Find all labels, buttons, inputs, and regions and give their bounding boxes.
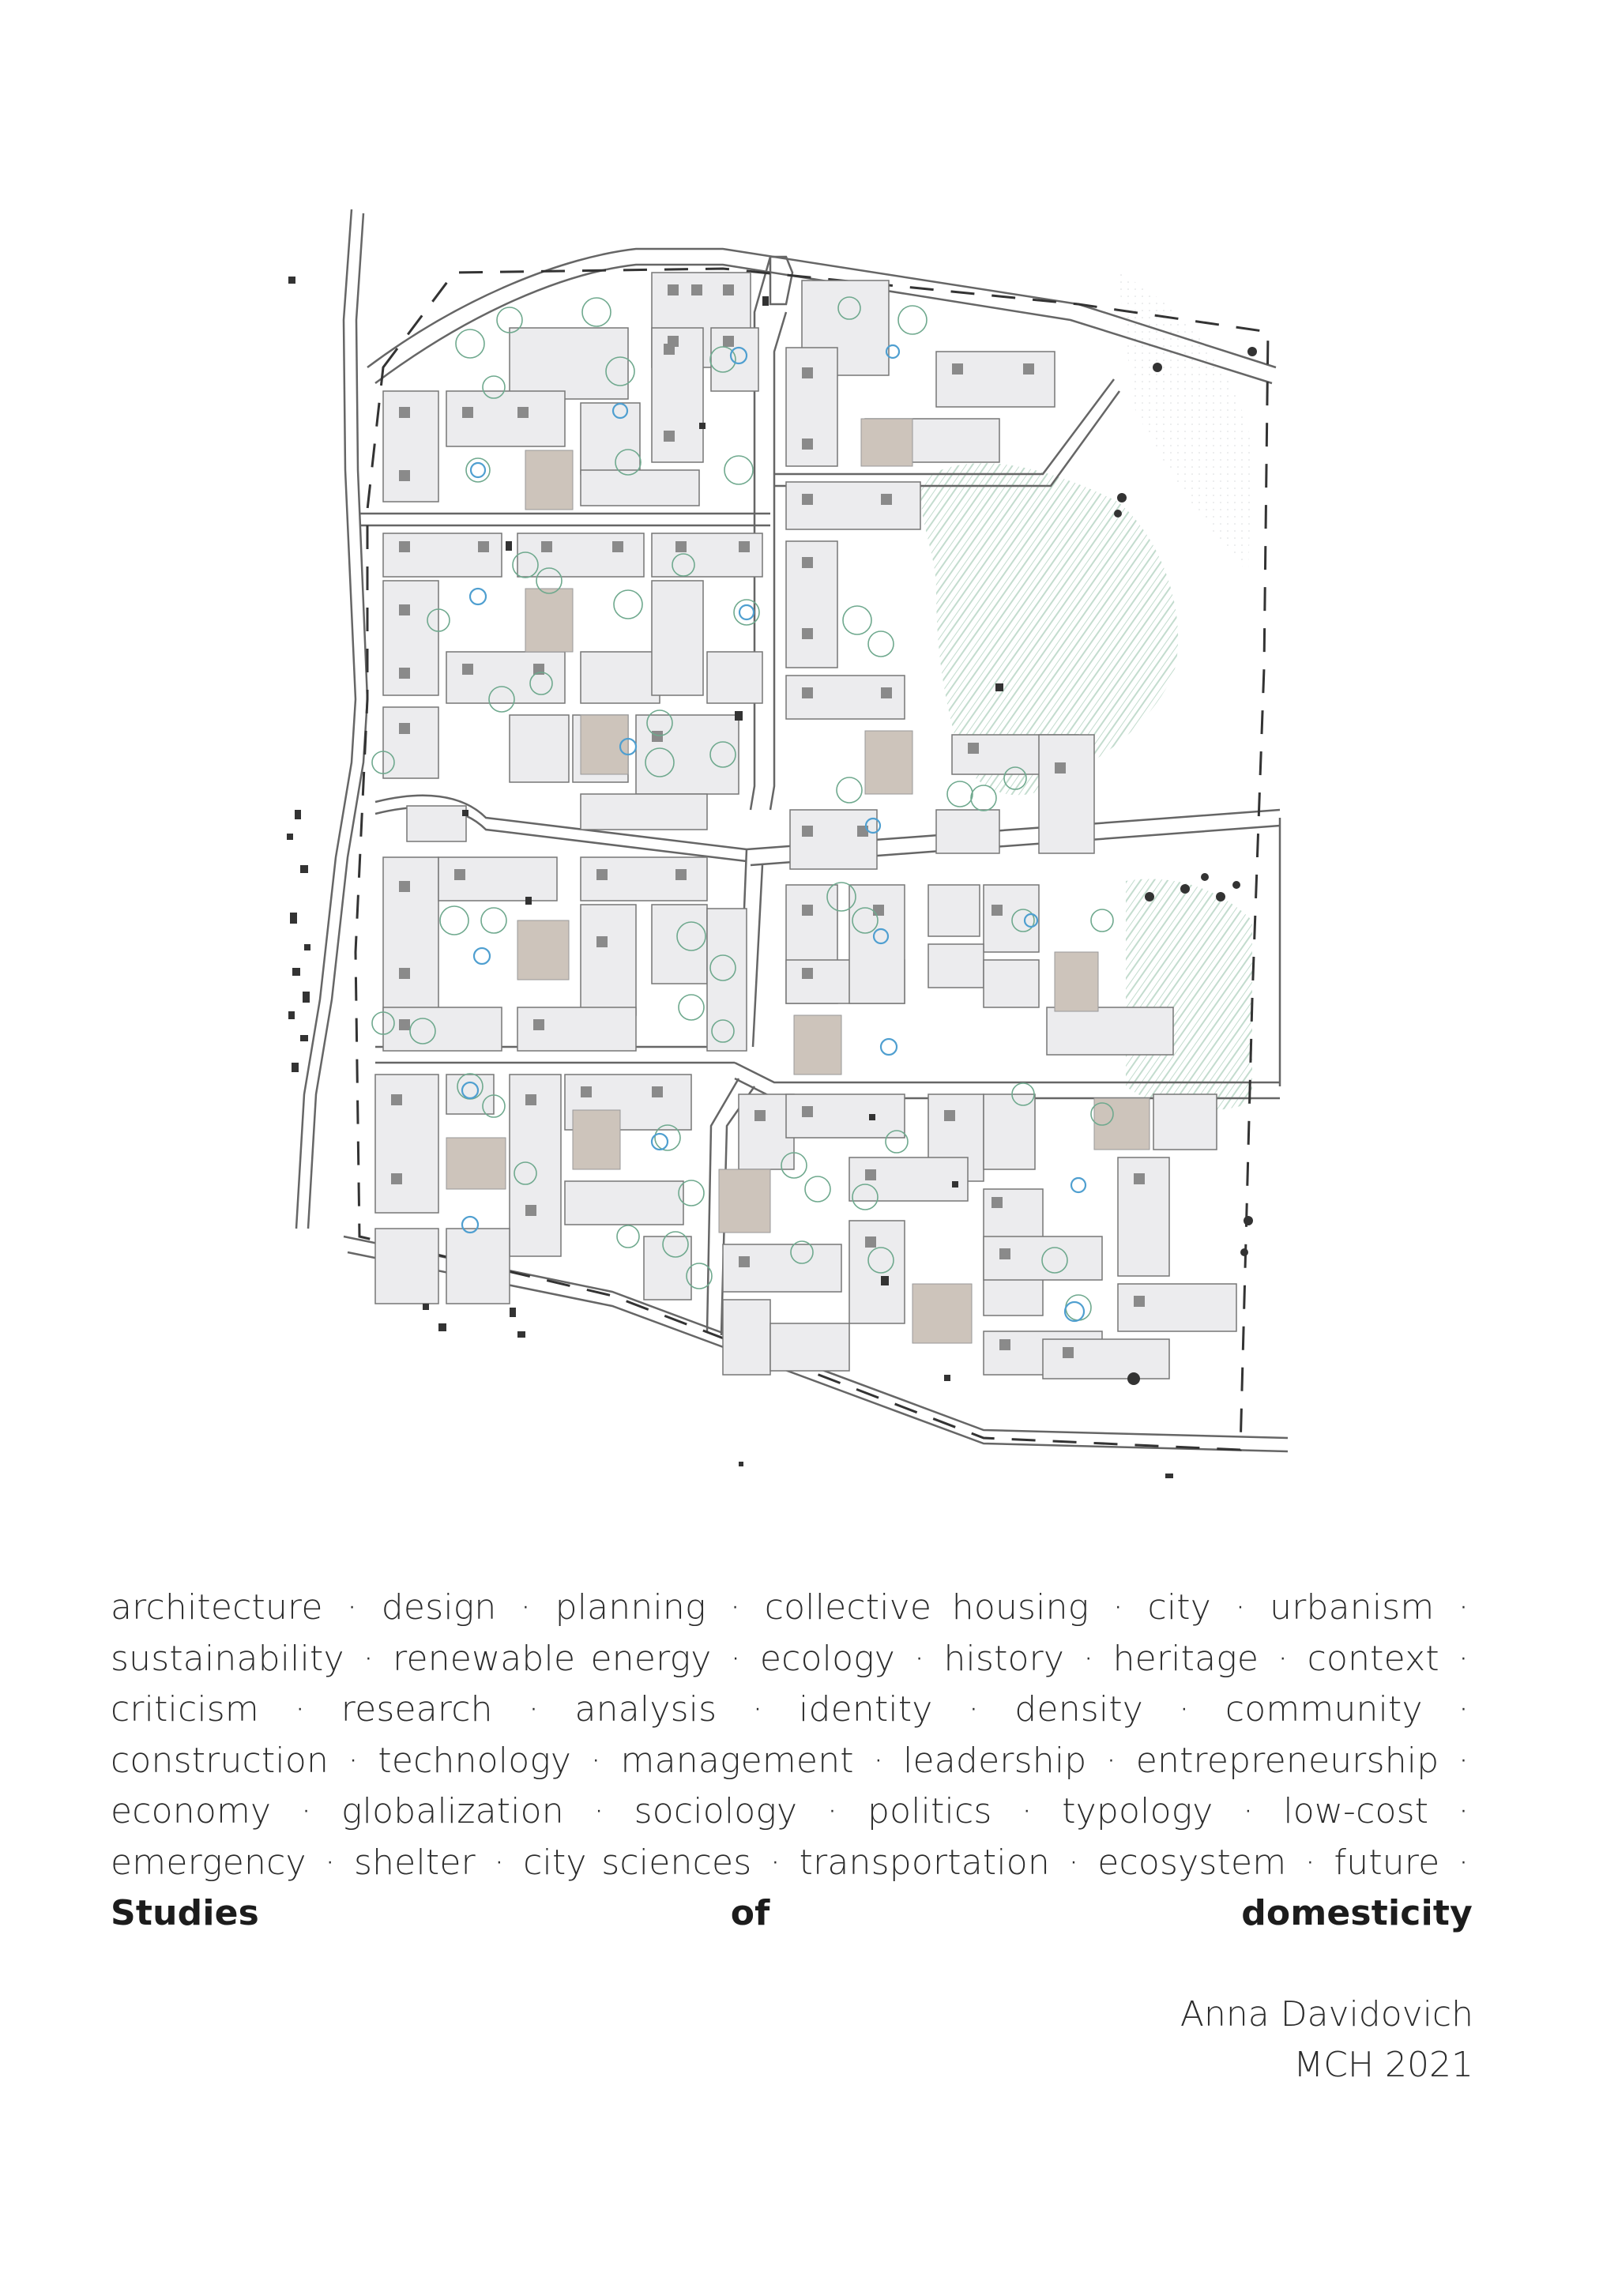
keyword-separator: ·	[1458, 1587, 1469, 1628]
keyword: renewable energy	[393, 1638, 712, 1679]
highlight-keyword: Studies of domesticity	[111, 1893, 1473, 1933]
keyword-separator: ·	[729, 1587, 741, 1628]
keyword: criticism	[111, 1689, 259, 1730]
keyword: collective housing	[764, 1587, 1089, 1628]
keyword-separator: ·	[1458, 1842, 1469, 1883]
keyword-separator: ·	[1021, 1791, 1033, 1831]
keyword-separator: ·	[346, 1587, 358, 1628]
author-name: Anna Davidovich	[1180, 1994, 1473, 2034]
keyword-separator: ·	[1178, 1689, 1191, 1730]
keyword: typology	[1062, 1791, 1214, 1831]
keyword-separator: ·	[1242, 1791, 1255, 1831]
keyword: entrepreneurship	[1135, 1740, 1439, 1781]
keyword-separator: ·	[968, 1689, 980, 1730]
keyword-list	[111, 1583, 1473, 1940]
keyword: globalization	[341, 1791, 564, 1831]
keyword: research	[341, 1689, 493, 1730]
keyword: design	[381, 1587, 497, 1628]
keyword: identity	[799, 1689, 933, 1730]
keyword-separator: ·	[1112, 1587, 1124, 1628]
keyword-separator: ·	[730, 1638, 742, 1679]
keyword: leadership	[903, 1740, 1087, 1781]
keyword: architecture	[111, 1587, 323, 1628]
keyword-separator: ·	[1277, 1638, 1289, 1679]
keyword: shelter	[353, 1842, 476, 1883]
keyword: sustainability	[111, 1638, 344, 1679]
keyword-separator: ·	[1458, 1791, 1469, 1831]
keyword-separator: ·	[826, 1791, 838, 1831]
keyword-separator: ·	[1458, 1638, 1469, 1679]
keyword: future	[1334, 1842, 1440, 1883]
keyword-separator: ·	[593, 1791, 605, 1831]
keyword: construction	[111, 1740, 329, 1781]
keyword-separator: ·	[520, 1587, 532, 1628]
keyword-separator: ·	[1082, 1638, 1094, 1679]
keyword-separator: ·	[300, 1791, 312, 1831]
keyword: community	[1225, 1689, 1423, 1730]
keyword-separator: ·	[1234, 1587, 1247, 1628]
keyword: urbanism	[1270, 1587, 1435, 1628]
keyword-separator: ·	[294, 1689, 306, 1730]
keyword: city	[1147, 1587, 1211, 1628]
credits-block	[1180, 1989, 1473, 2091]
keyword: management	[620, 1740, 854, 1781]
keyword-separator: ·	[913, 1638, 925, 1679]
keyword-separator: ·	[363, 1638, 374, 1679]
keyword: emergency	[111, 1842, 307, 1883]
keyword-separator: ·	[769, 1842, 781, 1883]
keyword: density	[1014, 1689, 1144, 1730]
keyword: context	[1307, 1638, 1439, 1679]
keyword-separator: ·	[528, 1689, 540, 1730]
keyword: technology	[378, 1740, 572, 1781]
keyword-separator: ·	[1458, 1740, 1469, 1781]
keyword-separator: ·	[1105, 1740, 1117, 1781]
keyword-separator: ·	[493, 1842, 506, 1883]
keyword-separator: ·	[1068, 1842, 1080, 1883]
keyword: sociology	[634, 1791, 798, 1831]
keyword-separator: ·	[590, 1740, 602, 1781]
keyword: city sciences	[523, 1842, 752, 1883]
keyword: ecosystem	[1097, 1842, 1287, 1883]
keyword-separator: ·	[324, 1842, 336, 1883]
keyword-separator: ·	[872, 1740, 884, 1781]
site-plan-drawing	[280, 209, 1292, 1481]
keyword-separator: ·	[1304, 1842, 1316, 1883]
keyword-separator: ·	[348, 1740, 359, 1781]
keyword: heritage	[1112, 1638, 1259, 1679]
keyword: history	[943, 1638, 1065, 1679]
program-year: MCH 2021	[1293, 2045, 1473, 2085]
keyword: ecology	[759, 1638, 896, 1679]
keyword: planning	[555, 1587, 706, 1628]
keyword-separator: ·	[1458, 1689, 1469, 1730]
keyword: low-cost	[1283, 1791, 1429, 1831]
keyword-separator: ·	[752, 1689, 764, 1730]
keyword: transportation	[799, 1842, 1050, 1883]
keyword: analysis	[574, 1689, 717, 1730]
keyword: economy	[111, 1791, 272, 1831]
keyword: politics	[867, 1791, 992, 1831]
